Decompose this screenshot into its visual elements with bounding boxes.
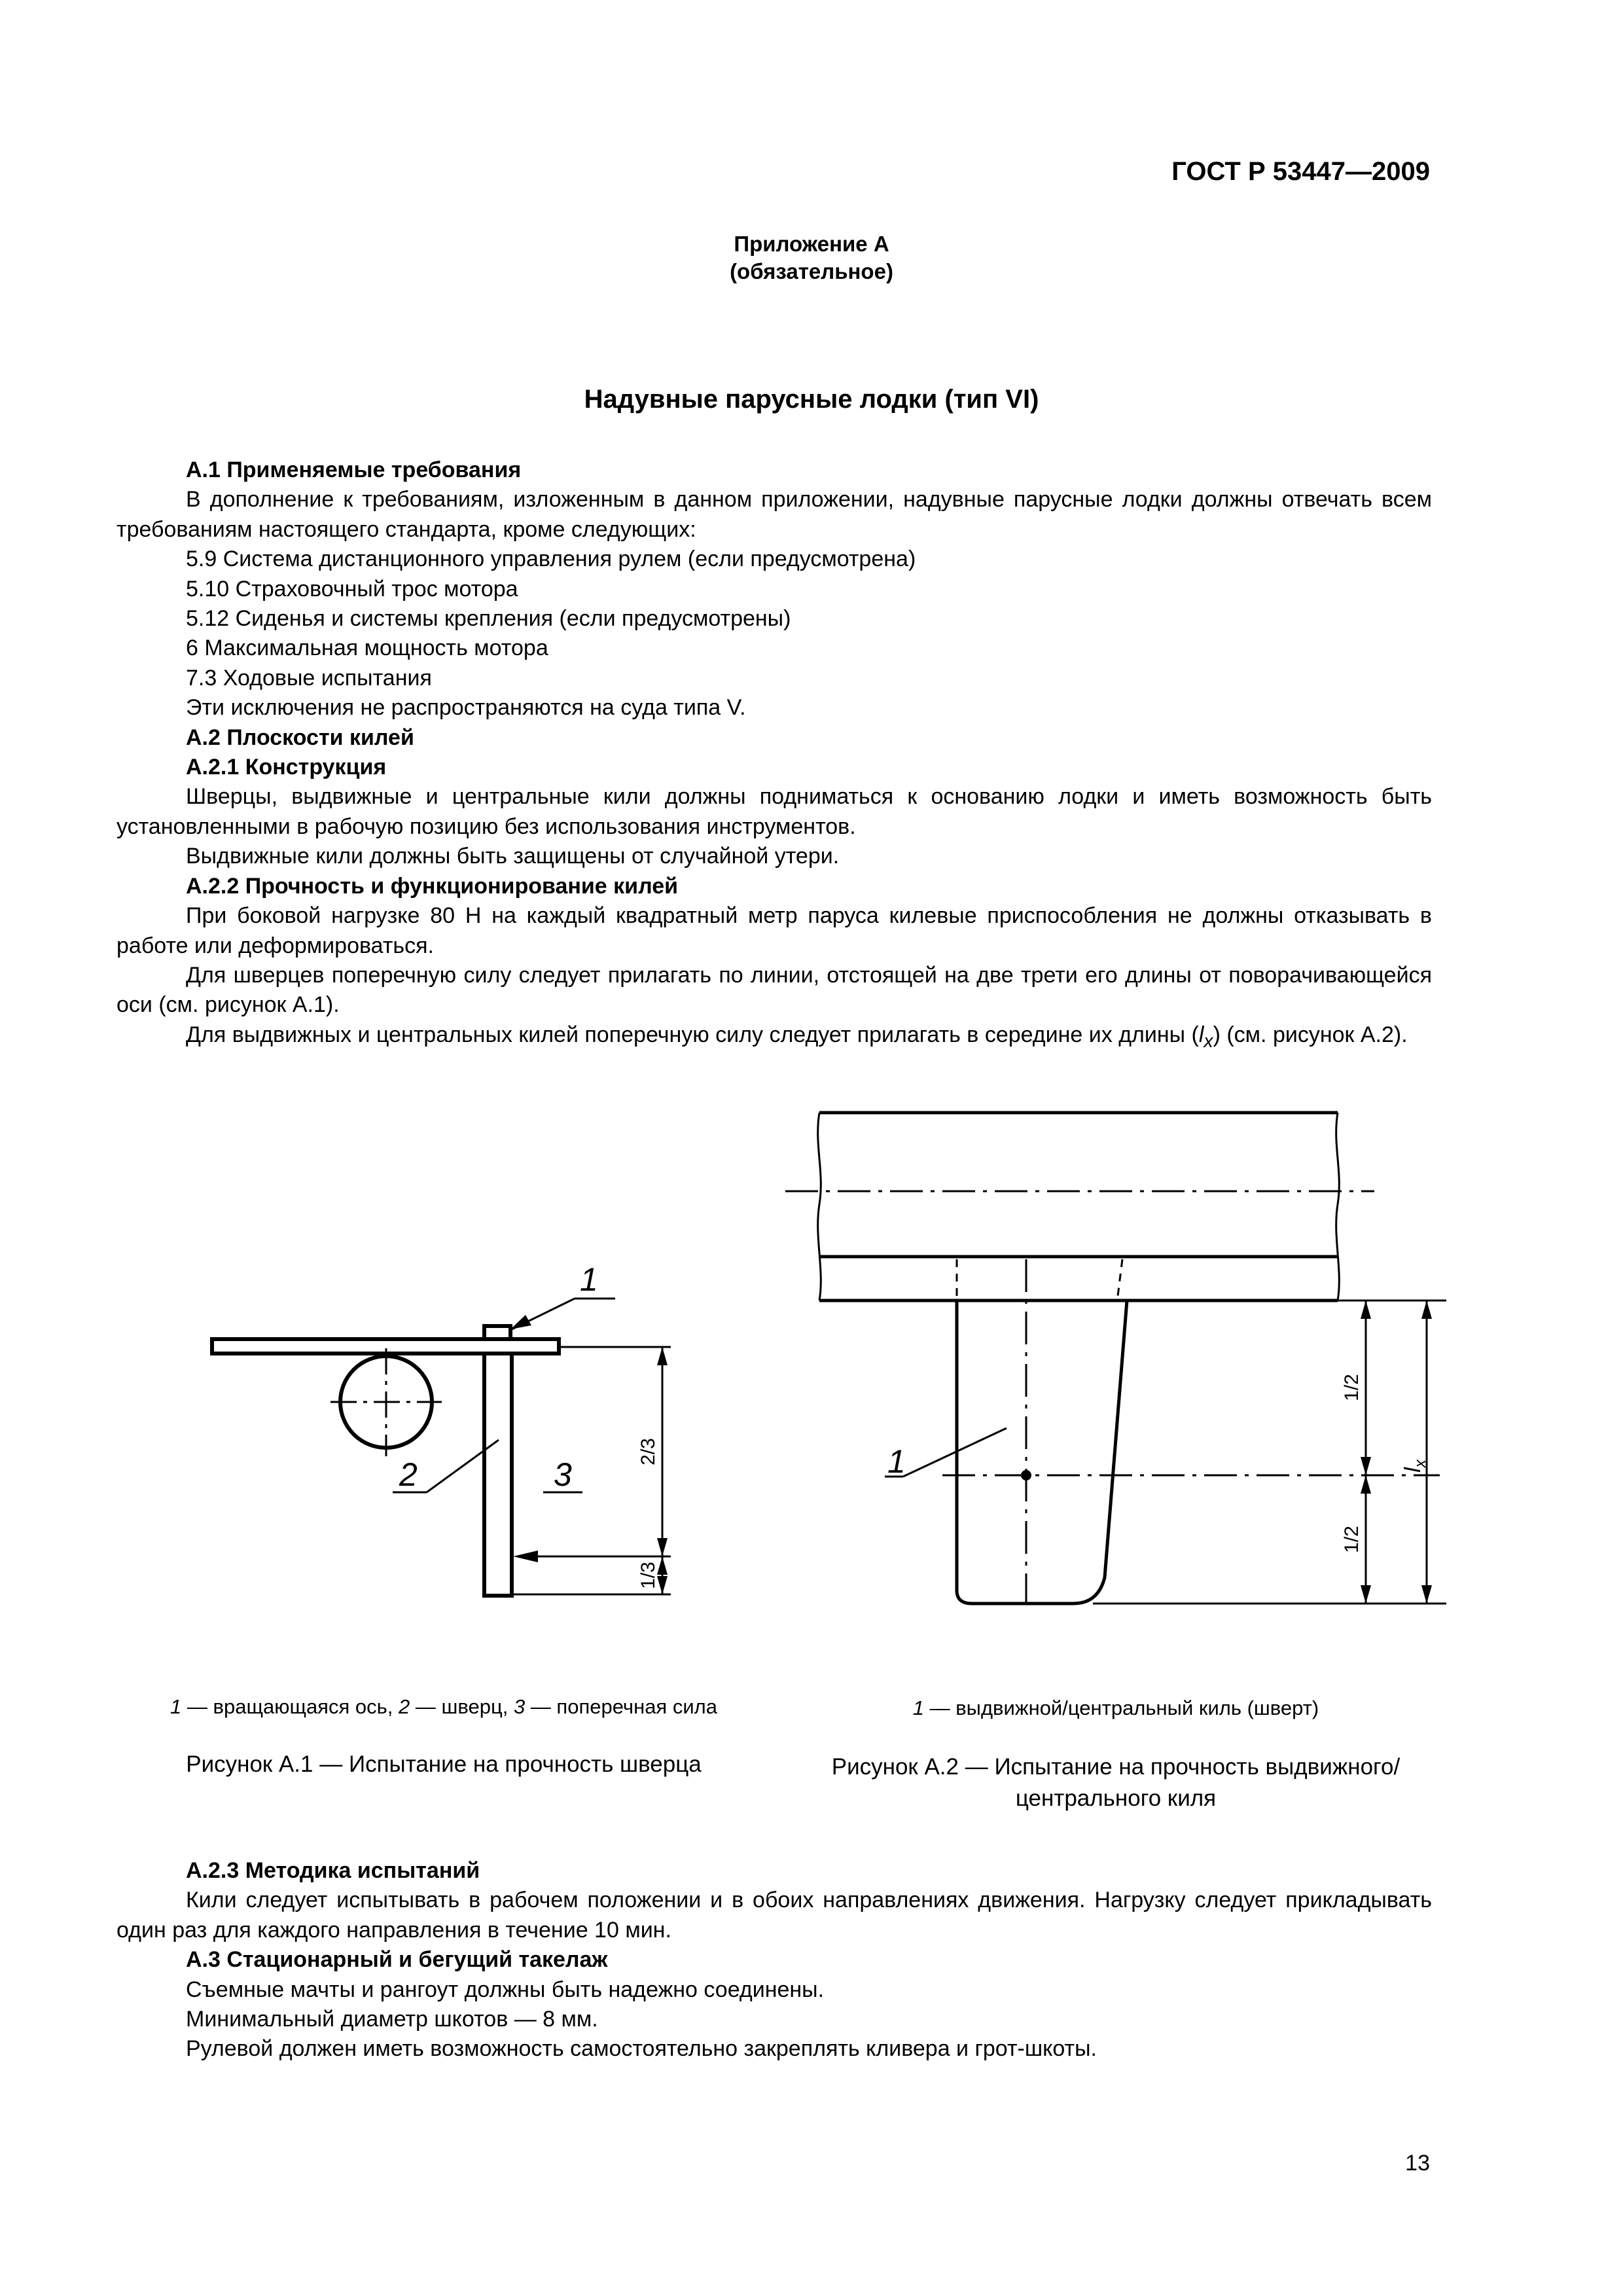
legend-number: 1: [170, 1695, 182, 1718]
section-a21-heading: А.2.1 Конструкция: [186, 755, 387, 780]
section-a2-heading: А.2 Плоскости килей: [186, 725, 414, 750]
exception-item: 5.12 Сиденья и системы крепления (если предусмотрены): [186, 606, 791, 632]
section-a3-paragraph: Рулевой должен иметь возможность самостоятельно закреплять кливера и грот-шкоты.: [186, 2036, 1097, 2062]
dimension-label-lower: 1/2: [1341, 1526, 1363, 1553]
figure-a2-drawing: [785, 1100, 1492, 1662]
section-a1-intro: В дополнение к требованиям, изложенным в данном приложении, надувные парусные лодки должны отвечать всем требованиям настоящего стандарта, кроме следующих:: [116, 487, 1432, 542]
length-symbol: l: [1400, 1467, 1425, 1473]
text-run: ) (см. рисунок А.2).: [1213, 1022, 1408, 1047]
figure-label-1: 1: [580, 1261, 598, 1298]
section-a22-paragraph: [116, 1020, 1432, 1056]
section-a3-paragraph: Минимальный диаметр шкотов — 8 мм.: [186, 2007, 598, 2032]
dimension-arrowhead: [657, 1538, 668, 1556]
length-symbol: l: [1198, 1022, 1204, 1047]
exception-item: 5.10 Страховочный трос мотора: [186, 576, 518, 601]
section-a21-paragraph: Шверцы, выдвижные и центральные кили должны подниматься к основанию лодки и иметь возможность быть установленными в рабочую позицию без использования инструментов.: [116, 784, 1432, 839]
figure-a1-drawing: [196, 1244, 720, 1676]
figure-a2-title: [785, 1751, 1446, 1814]
dimension-arrowhead: [1361, 1585, 1371, 1604]
section-a3-heading: А.3 Стационарный и бегущий такелаж: [186, 1947, 608, 1973]
legend-text: — поперечная сила: [525, 1695, 717, 1718]
leader-arrowhead: [510, 1315, 531, 1329]
dimension-arrowhead: [1421, 1585, 1432, 1604]
figure-label-2: 2: [399, 1456, 418, 1493]
dimension-arrowhead: [657, 1347, 668, 1365]
section-a23-heading: А.2.3 Методика испытаний: [186, 1858, 480, 1883]
section-a22-heading: А.2.2 Прочность и функционирование килей: [186, 873, 679, 899]
figure-a2-title-line: Рисунок А.2 — Испытание на прочность выдвижного/: [831, 1754, 1400, 1780]
lower-text-block: [116, 1856, 1432, 2064]
figure-a1-legend: [116, 1695, 771, 1719]
figure-label-1: 1: [887, 1443, 906, 1480]
section-a22-paragraph: При боковой нагрузке 80 Н на каждый квадратный метр паруса килевые приспособления не должны отказывать в работе или деформироваться.: [116, 903, 1432, 958]
force-arrowhead: [513, 1551, 538, 1562]
page-number: 13: [1405, 2151, 1430, 2176]
break-line-left: [818, 1113, 821, 1300]
leader-line-1: [903, 1428, 1007, 1477]
section-a1-note: Эти исключения не распространяются на суда типа V.: [186, 695, 746, 721]
leader-line-2: [427, 1440, 499, 1492]
break-line-right: [1336, 1113, 1340, 1300]
dimension-label-upper: 1/2: [1341, 1374, 1363, 1401]
pivot-axis: [484, 1326, 510, 1339]
length-subscript: x: [1204, 1030, 1213, 1052]
exception-item: 7.3 Ходовые испытания: [186, 665, 432, 691]
legend-text: — выдвижной/центральный киль (шверт): [923, 1696, 1319, 1719]
legend-number: 1: [912, 1696, 924, 1719]
figure-label-3: 3: [554, 1456, 572, 1493]
section-a21-paragraph: Выдвижные кили должны быть защищены от случайной утери.: [186, 844, 840, 869]
section-a3-paragraph: Съемные мачты и рангоут должны быть надежно соединены.: [186, 1977, 825, 2002]
load-point: [1021, 1470, 1031, 1480]
centreboard: [484, 1354, 512, 1596]
legend-number: 3: [513, 1695, 526, 1718]
figure-a1-title: Рисунок А.1 — Испытание на прочность шверца: [186, 1751, 702, 1777]
figure-a2-legend: [785, 1696, 1446, 1720]
dimension-arrowhead: [1361, 1475, 1371, 1494]
legend-text: — вращающаяся ось,: [181, 1695, 399, 1718]
upper-text-block: [116, 456, 1432, 1056]
appendix-status: (обязательное): [730, 259, 893, 283]
section-a22-paragraph: Для шверцев поперечную силу следует прилагать по линии, отстоящей на две трети его длины от поворачивающейся оси (см. рисунок А.1).: [116, 962, 1432, 1018]
keel-outline: [957, 1300, 1127, 1604]
appendix-title: Надувные парусные лодки (тип VI): [584, 385, 1039, 414]
dimension-label-lower: 1/3: [637, 1562, 659, 1589]
appendix-label: Приложение А: [734, 232, 889, 256]
keel-hidden-line: [1118, 1259, 1122, 1296]
length-subscript: x: [1412, 1460, 1429, 1468]
figure-a2-title-line: центрального киля: [1015, 1785, 1217, 1811]
dimension-arrowhead: [1361, 1300, 1371, 1319]
dimension-arrowhead: [1361, 1457, 1371, 1475]
section-a1-heading: А.1 Применяемые требования: [186, 457, 522, 482]
dimension-label-total: [1400, 1459, 1429, 1473]
dimension-arrowhead: [1421, 1300, 1432, 1319]
exception-item: 5.9 Система дистанционного управления рулем (если предусмотрена): [186, 547, 916, 572]
document-code: ГОСТ Р 53447—2009: [1171, 157, 1430, 186]
text-run: Для выдвижных и центральных килей поперечную силу следует прилагать в середине их длины (: [186, 1022, 1199, 1047]
legend-text: — шверц,: [410, 1695, 514, 1718]
section-a23-paragraph: Кили следует испытывать в рабочем положении и в обоих направлениях движения. Нагрузку следует прикладывать один раз для каждого направления в течение 10 мин.: [116, 1888, 1432, 1943]
legend-number: 2: [399, 1695, 410, 1718]
dimension-label-upper: 2/3: [637, 1438, 659, 1465]
exception-item: 6 Максимальная мощность мотора: [186, 636, 548, 661]
